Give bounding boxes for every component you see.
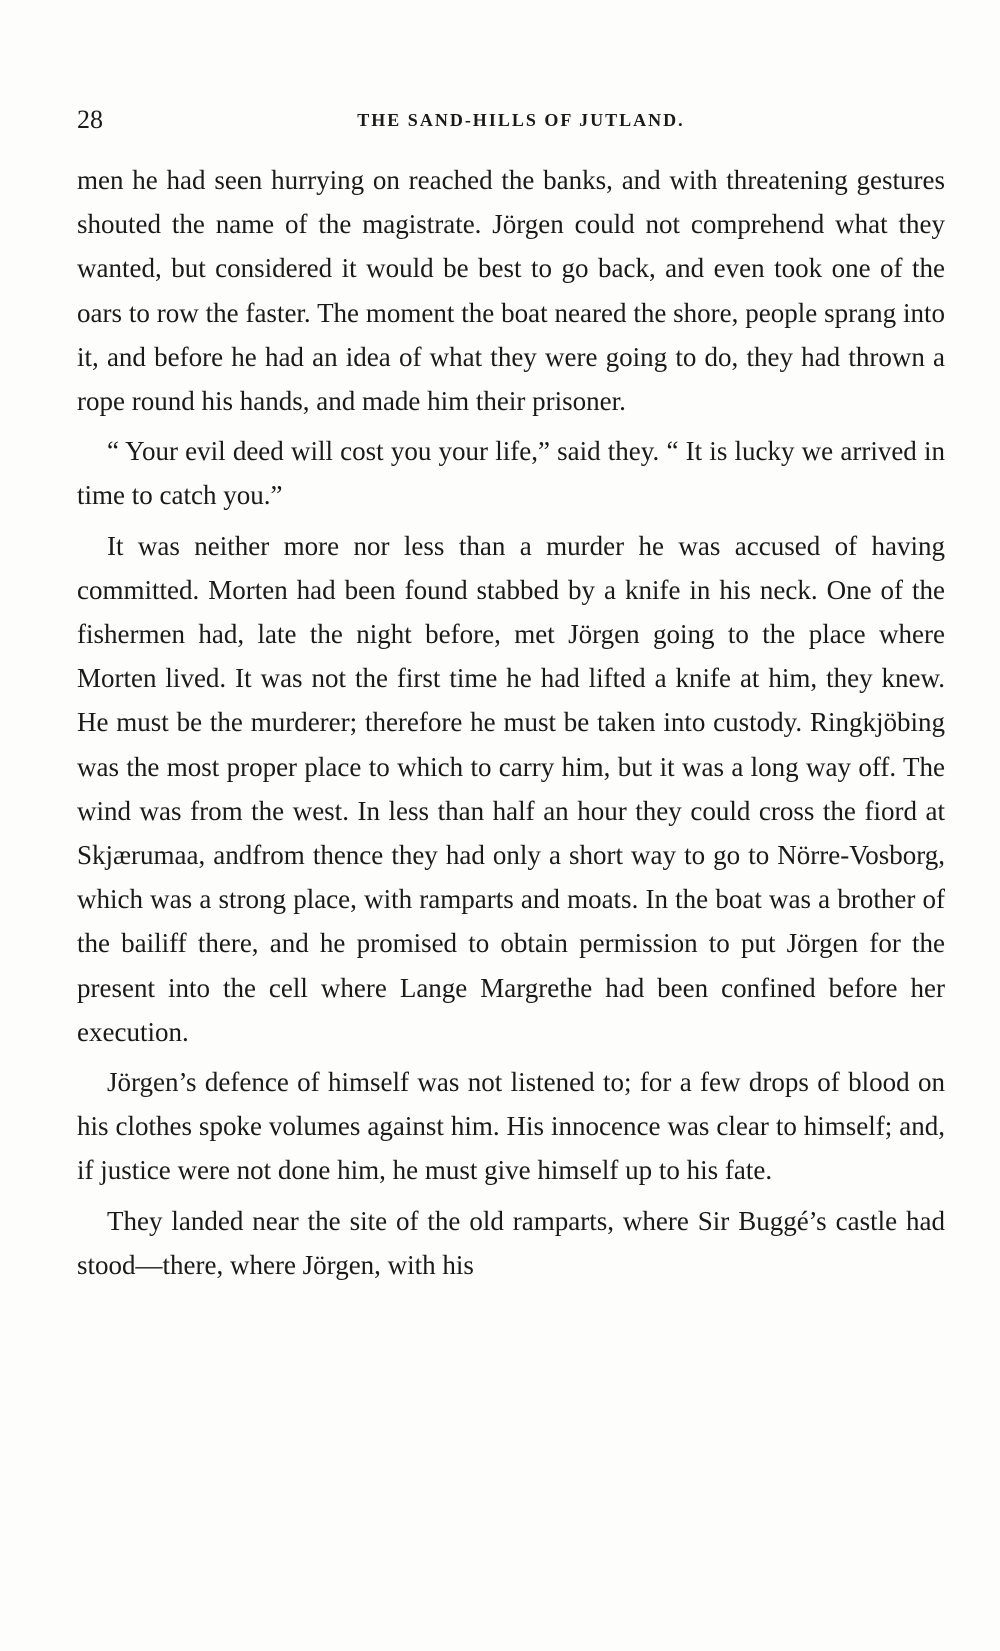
paragraph: They landed near the site of the old ramparts, where Sir Buggé’s castle had stood—there, where Jörgen, with his xyxy=(77,1205,945,1280)
page-header xyxy=(77,100,945,140)
body-text xyxy=(77,158,945,1293)
paragraph: “ Your evil deed will cost you your life,” said they. “ It is lucky we arrived in time to catch you.” xyxy=(77,436,945,511)
paragraph: Jörgen’s defence of himself was not listened to; for a few drops of blood on his clothes spoke volumes against him. His innocence was clear to himself; and, if justice were not done him, he must give himself up to his fate. xyxy=(77,1067,945,1186)
running-head: THE SAND-HILLS OF JUTLAND. xyxy=(357,110,685,130)
paragraph: It was neither more nor less than a murder he was accused of having committed. Morten had been found stabbed by a knife in his neck. One of the fishermen had, late the night before, met Jörgen going to the place where Morten lived. It was not the first time he had lifted a knife at him, they knew. He must be the murderer; therefore he must be taken into custody. Ringkjöbing was the most proper place to which to carry him, but it was a long way off. The wind was from the west. In less than half an hour they could cross the fiord at Skjærumaa, andfrom thence they had only a short way to go to Nörre-Vosborg, which was a strong place, with ramparts and moats. In the boat was a brother of the bailiff there, and he promised to obtain permission to put Jörgen for the present into the cell where Lange Margrethe had been confined before her execution. xyxy=(77,530,945,1047)
paragraph: men he had seen hurrying on reached the banks, and with threatening gestures shouted the name of the magistrate. Jörgen could not comprehend what they wanted, but considered it would be best to go back, and even took one of the oars to row the faster. The moment the boat neared the shore, people sprang into it, and before he had an idea of what they were going to do, they had thrown a rope round his hands, and made him their prisoner. xyxy=(77,165,945,417)
page-number: 28 xyxy=(77,105,103,134)
